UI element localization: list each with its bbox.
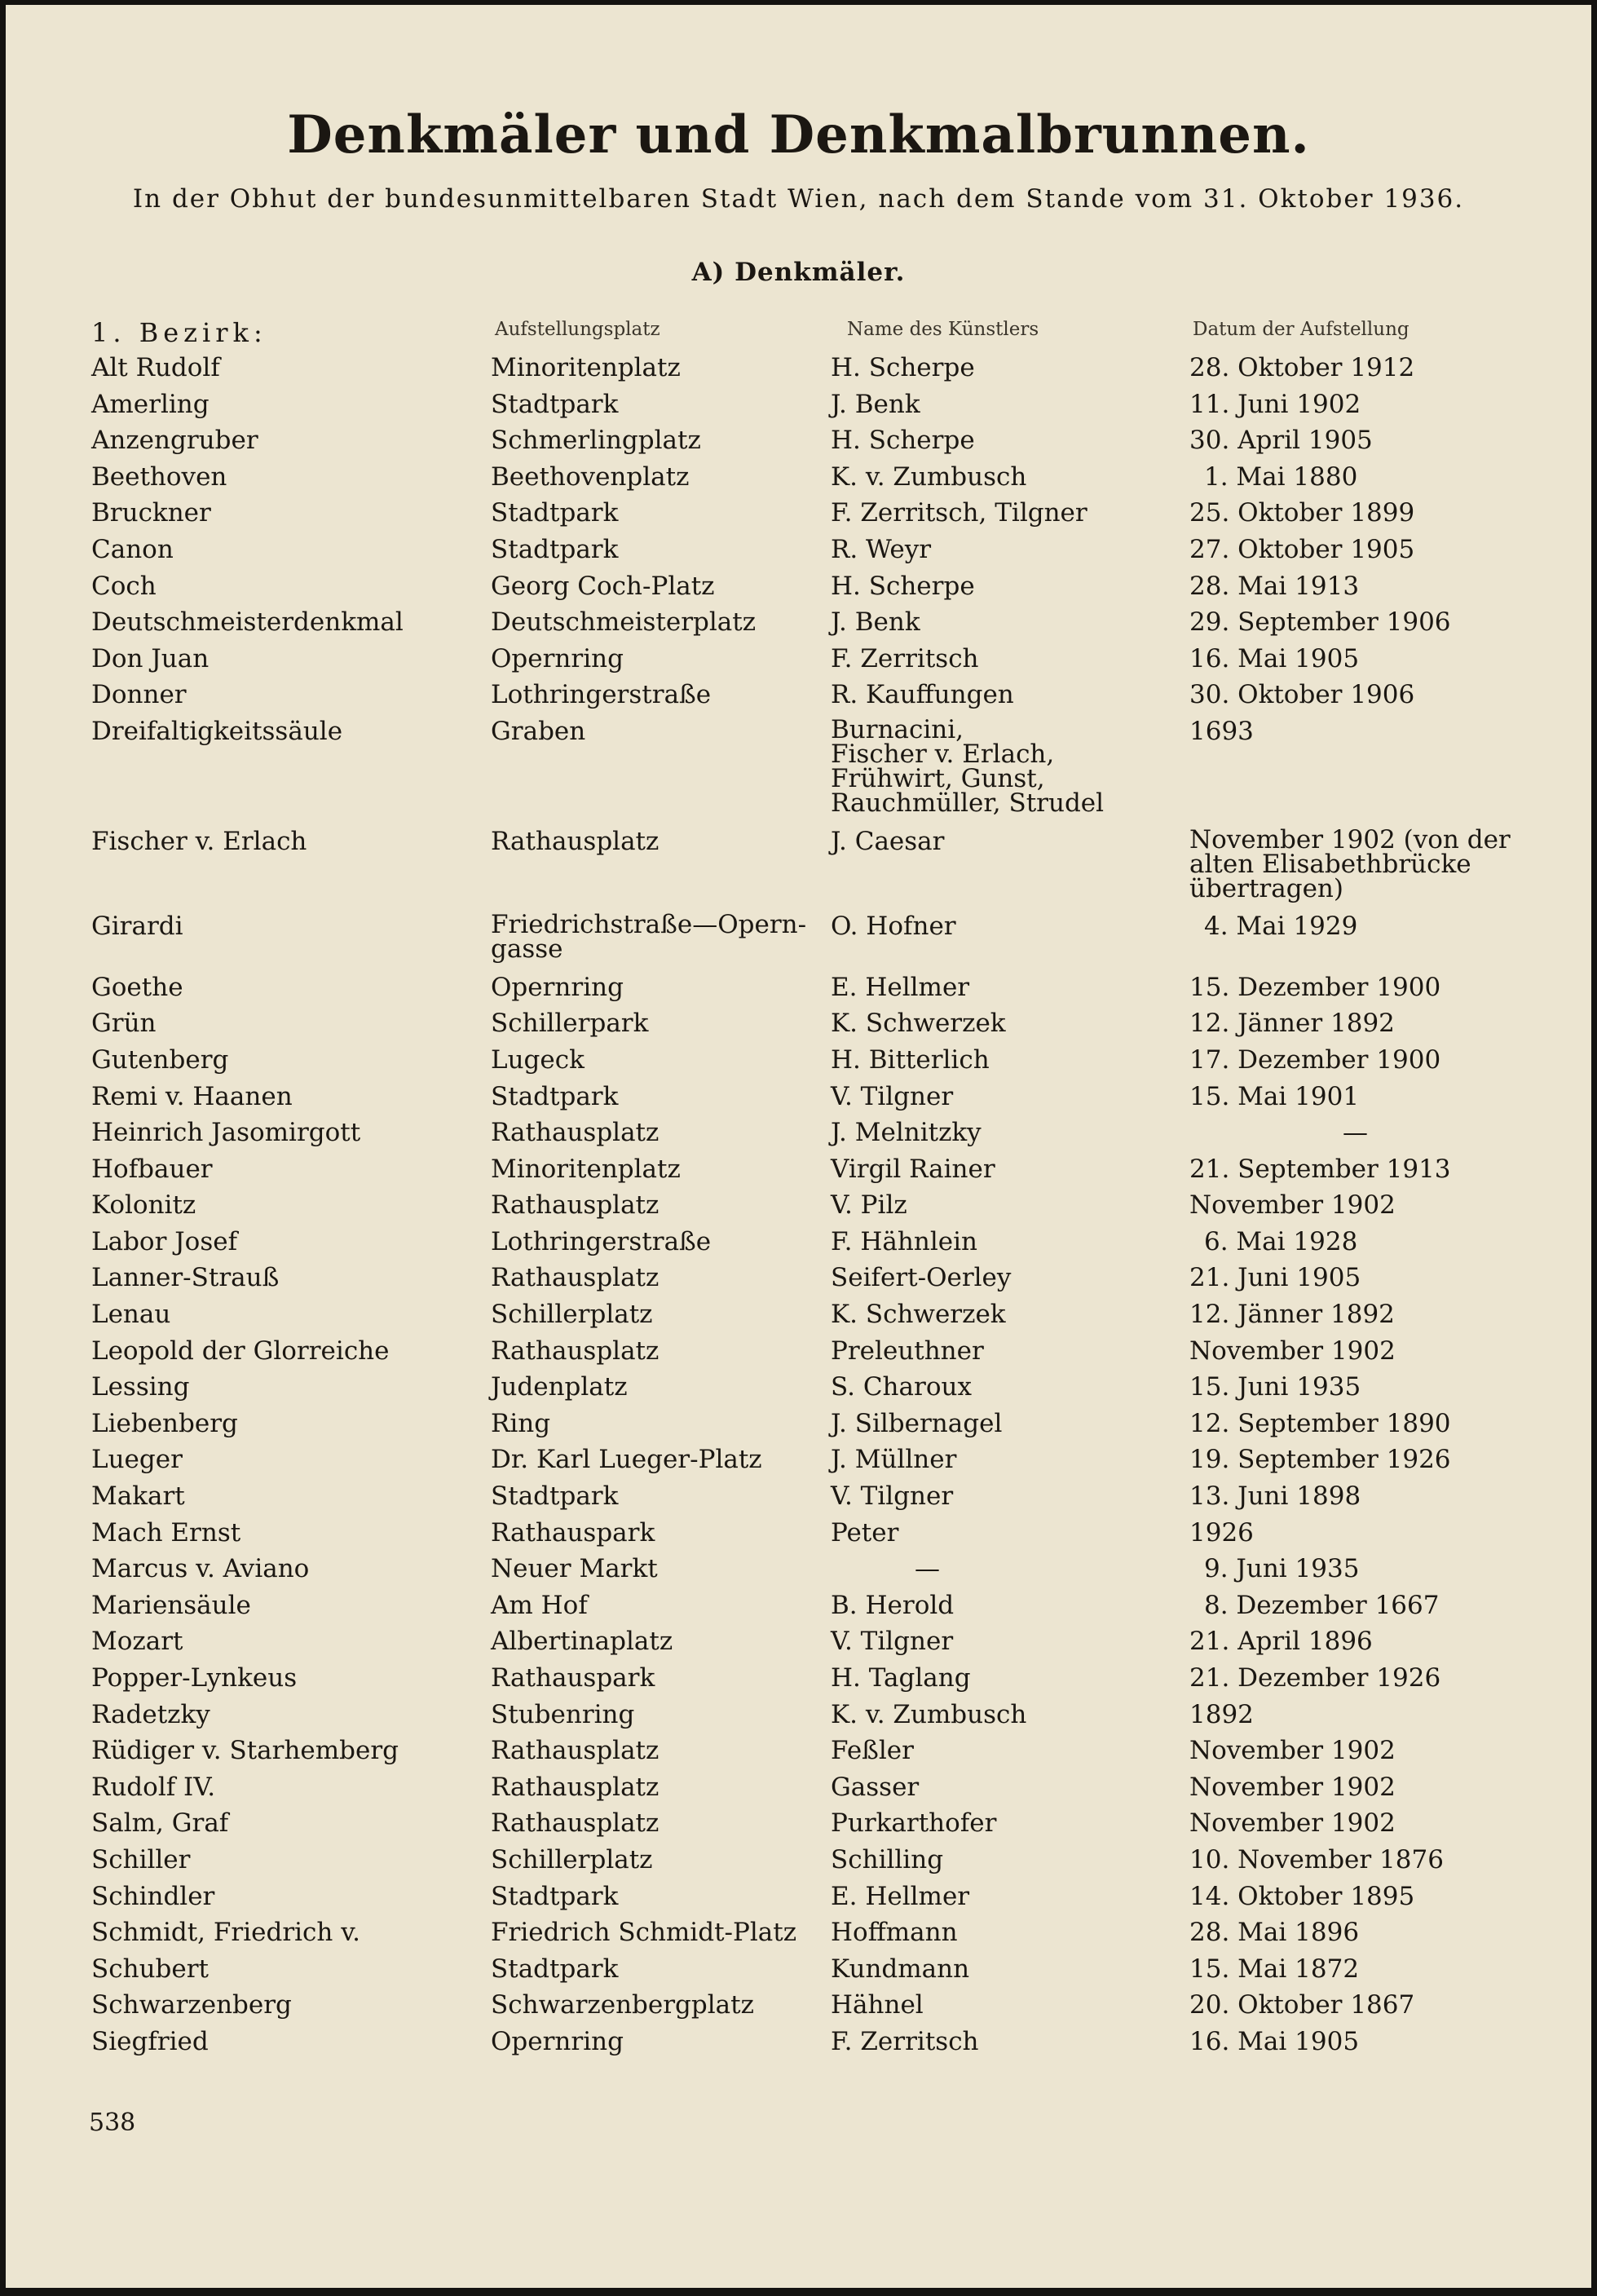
monument-date: November 1902 [1189, 1336, 1396, 1366]
monument-artist: K. Schwerzek [831, 1009, 1006, 1039]
table-row [6, 681, 1591, 718]
monument-artist: Gasser [831, 1772, 920, 1802]
table-row [6, 1592, 1591, 1628]
monument-place: Friedrichstraße—Opern- gasse [491, 910, 807, 965]
monument-name: Grün [91, 1009, 157, 1039]
table-row [6, 426, 1591, 463]
monument-place: Minoritenplatz [491, 353, 681, 382]
monument-place: Rathausplatz [491, 1263, 660, 1293]
column-header-place: Aufstellungsplatz [495, 319, 660, 340]
page-number: 538 [89, 2108, 136, 2137]
monument-name: Schwarzenberg [91, 1990, 292, 2020]
monument-name: Amerling [91, 389, 210, 419]
monument-place: Rathausplatz [491, 1808, 660, 1839]
monument-name: Salm, Graf [91, 1808, 229, 1839]
monument-date: 28. Mai 1913 [1189, 571, 1360, 601]
monument-date: 30. April 1905 [1189, 426, 1373, 456]
table-row [6, 1264, 1591, 1300]
monument-artist: B. Herold [831, 1590, 955, 1620]
monument-name: Deutschmeisterdenkmal [91, 607, 404, 638]
monument-artist: Purkarthofer [831, 1808, 997, 1839]
table-row [6, 608, 1591, 645]
monument-artist: F. Zerritsch, Tilgner [831, 498, 1087, 528]
monument-artist: Schilling [831, 1844, 944, 1874]
monument-date: 4. Mai 1929 [1204, 912, 1358, 942]
monument-artist: V. Tilgner [831, 1481, 954, 1512]
monument-artist: H. Taglang [831, 1663, 971, 1693]
monument-date: November 1902 [1189, 1736, 1396, 1766]
table-row [6, 1773, 1591, 1810]
monument-name: Schindler [91, 1881, 215, 1911]
monument-name: Makart [91, 1481, 185, 1512]
monument-name: Mariensäule [91, 1590, 251, 1620]
monument-date: 12. Jänner 1892 [1189, 1300, 1395, 1330]
table-row [6, 1955, 1591, 1992]
monument-date: November 1902 [1189, 1808, 1396, 1839]
monument-date: 21. Dezember 1926 [1189, 1663, 1441, 1693]
monument-place: Am Hof [491, 1590, 588, 1620]
monument-date: 20. Oktober 1867 [1189, 1990, 1415, 2020]
monument-place: Rathausplatz [491, 1336, 660, 1366]
table-row [6, 2028, 1591, 2064]
monument-name: Schiller [91, 1844, 191, 1874]
table-row [6, 1519, 1591, 1556]
page-title: Denkmäler und Denkmalbrunnen. [287, 104, 1310, 166]
monument-name: Schubert [91, 1954, 209, 1984]
monument-place: Friedrich Schmidt-Platz [491, 1918, 797, 1948]
monument-name: Marcus v. Aviano [91, 1554, 310, 1584]
monument-name: Labor Josef [91, 1226, 238, 1256]
monument-date: 17. Dezember 1900 [1189, 1044, 1441, 1075]
monument-name: Kolonitz [91, 1190, 196, 1221]
table-row [6, 1918, 1591, 1955]
monument-name: Bruckner [91, 498, 211, 528]
monument-artist: Hähnel [831, 1990, 924, 2020]
monument-artist: H. Bitterlich [831, 1044, 990, 1075]
monument-place: Judenplatz [491, 1372, 628, 1402]
monument-place: Ring [491, 1408, 551, 1438]
table-row [6, 1627, 1591, 1664]
monument-name: Beethoven [91, 461, 227, 492]
monument-date: 1. Mai 1880 [1204, 461, 1358, 492]
monument-place: Lothringerstraße [491, 680, 712, 710]
monument-artist: K. v. Zumbusch [831, 1699, 1027, 1729]
monument-artist: J. Melnitzky [831, 1118, 982, 1148]
monument-artist: H. Scherpe [831, 571, 975, 601]
monument-date: 14. Oktober 1895 [1189, 1881, 1415, 1911]
monument-artist: V. Pilz [831, 1190, 907, 1221]
monument-artist: Burnacini, Fischer v. Erlach, Frühwirt, Gunst, Rauchmüller, Strudel [831, 714, 1105, 818]
monument-name: Don Juan [91, 643, 210, 673]
monument-place: Schillerplatz [491, 1844, 653, 1874]
monument-artist: J. Müllner [831, 1445, 957, 1475]
monument-name: Lueger [91, 1445, 183, 1475]
monument-name: Hofbauer [91, 1154, 213, 1184]
monument-place: Opernring [491, 972, 624, 1002]
monument-date: 27. Oktober 1905 [1189, 534, 1415, 564]
monument-date: 1892 [1189, 1699, 1254, 1729]
monument-artist: F. Zerritsch [831, 643, 979, 673]
monument-place: Rathausplatz [491, 1772, 660, 1802]
section-heading: A) Denkmäler. [691, 258, 906, 287]
monument-name: Rudolf IV. [91, 1772, 216, 1802]
monument-place: Dr. Karl Lueger-Platz [491, 1445, 762, 1475]
monument-artist: K. Schwerzek [831, 1300, 1006, 1330]
monument-place: Schwarzenbergplatz [491, 1990, 754, 2020]
monument-date: 12. Jänner 1892 [1189, 1009, 1395, 1039]
monument-place: Stadtpark [491, 498, 619, 528]
table-row [6, 1083, 1591, 1119]
monument-name: Schmidt, Friedrich v. [91, 1918, 360, 1948]
monument-artist: J. Caesar [831, 826, 945, 856]
monument-date: 11. Juni 1902 [1189, 389, 1361, 419]
monument-artist: F. Hähnlein [831, 1226, 977, 1256]
monument-date: 21. Juni 1905 [1189, 1263, 1361, 1293]
monument-place: Rathauspark [491, 1517, 655, 1548]
table-row [6, 1482, 1591, 1519]
monument-artist: Preleuthner [831, 1336, 984, 1366]
monument-artist: F. Zerritsch [831, 2026, 979, 2056]
monument-place: Neuer Markt [491, 1554, 658, 1584]
monument-name: Popper-Lynkeus [91, 1663, 298, 1693]
monument-date: 6. Mai 1928 [1204, 1226, 1358, 1256]
monument-artist: Kundmann [831, 1954, 970, 1984]
table-row [6, 1809, 1591, 1846]
monument-date: 1693 [1189, 716, 1254, 746]
monument-date: 19. September 1926 [1189, 1445, 1451, 1475]
monument-date: 25. Oktober 1899 [1189, 498, 1415, 528]
table-row [6, 572, 1591, 609]
table-row [6, 1300, 1591, 1337]
monument-date: 1926 [1189, 1517, 1254, 1548]
monument-artist: J. Benk [831, 389, 920, 419]
monument-artist: V. Tilgner [831, 1081, 954, 1111]
monument-date: 28. Oktober 1912 [1189, 353, 1415, 382]
table-row [6, 1009, 1591, 1046]
monument-artist: E. Hellmer [831, 1881, 970, 1911]
table-row [6, 391, 1591, 427]
monument-name: Rüdiger v. Starhemberg [91, 1736, 399, 1766]
monument-artist: V. Tilgner [831, 1627, 954, 1657]
column-header-date: Datum der Aufstellung [1193, 319, 1410, 340]
monument-place: Opernring [491, 2026, 624, 2056]
monument-date: — [1343, 1118, 1368, 1148]
table-row [6, 1991, 1591, 2028]
monument-place: Stadtpark [491, 1954, 619, 1984]
monument-date: 21. April 1896 [1189, 1627, 1373, 1657]
table-row [6, 1373, 1591, 1410]
monument-date: 30. Oktober 1906 [1189, 680, 1415, 710]
monument-date: 13. Juni 1898 [1189, 1481, 1361, 1512]
monument-artist: E. Hellmer [831, 972, 970, 1002]
district-heading: 1. Bezirk: [91, 317, 267, 348]
monument-date: 16. Mai 1905 [1189, 643, 1360, 673]
monument-date: November 1902 [1189, 1772, 1396, 1802]
monument-place: Rathausplatz [491, 1118, 660, 1148]
monument-place: Rathausplatz [491, 826, 660, 856]
table-row [6, 1119, 1591, 1155]
monument-date: 15. Juni 1935 [1189, 1372, 1361, 1402]
table-row [6, 1737, 1591, 1773]
monument-place: Lugeck [491, 1044, 585, 1075]
monument-name: Fischer v. Erlach [91, 826, 307, 856]
monument-artist: Peter [831, 1517, 899, 1548]
monument-date: 9. Juni 1935 [1204, 1554, 1360, 1584]
table-row [6, 974, 1591, 1010]
table-row [6, 645, 1591, 682]
monument-date: November 1902 [1189, 1190, 1396, 1221]
monument-artist: Seifert-Oerley [831, 1263, 1012, 1293]
monument-artist: S. Charoux [831, 1372, 972, 1402]
table-row [6, 1701, 1591, 1737]
monument-name: Mach Ernst [91, 1517, 241, 1548]
monument-name: Alt Rudolf [91, 353, 220, 382]
monument-date: 15. Dezember 1900 [1189, 972, 1441, 1002]
table-row [6, 1410, 1591, 1446]
monument-artist: J. Benk [831, 607, 920, 638]
monument-place: Rathausplatz [491, 1736, 660, 1766]
table-row [6, 1337, 1591, 1374]
table-row [6, 1664, 1591, 1701]
table-row [6, 1046, 1591, 1083]
monument-date: November 1902 (von der alten Elisabethbrücke übertragen) [1189, 824, 1511, 903]
table-row [6, 1883, 1591, 1919]
monument-name: Goethe [91, 972, 183, 1002]
table-row [6, 912, 1591, 974]
table-row [6, 1846, 1591, 1883]
monument-name: Lessing [91, 1372, 190, 1402]
monument-date: 8. Dezember 1667 [1204, 1590, 1440, 1620]
monument-place: Stadtpark [491, 1881, 619, 1911]
table-row [6, 499, 1591, 536]
table-row [6, 1446, 1591, 1482]
monument-place: Deutschmeisterplatz [491, 607, 757, 638]
table-row [6, 1228, 1591, 1265]
monument-name: Canon [91, 534, 174, 564]
table-row [6, 1191, 1591, 1228]
monument-name: Gutenberg [91, 1044, 229, 1075]
monument-name: Siegfried [91, 2026, 209, 2056]
monument-date: 10. November 1876 [1189, 1844, 1444, 1874]
monument-place: Stadtpark [491, 534, 619, 564]
monument-date: 28. Mai 1896 [1189, 1918, 1360, 1948]
monument-artist: Hoffmann [831, 1918, 958, 1948]
monument-place: Beethovenplatz [491, 461, 690, 492]
monument-name: Liebenberg [91, 1408, 238, 1438]
monument-artist: Feßler [831, 1736, 914, 1766]
monument-place: Schmerlingplatz [491, 426, 701, 456]
monument-name: Remi v. Haanen [91, 1081, 293, 1111]
monument-place: Rathauspark [491, 1663, 655, 1693]
monument-name: Donner [91, 680, 187, 710]
table-row [6, 824, 1591, 913]
monument-name: Dreifaltigkeitssäule [91, 716, 343, 746]
monument-name: Lanner-Strauß [91, 1263, 280, 1293]
page-subtitle: In der Obhut der bundesunmittelbaren Stadt Wien, nach dem Stande vom 31. Oktober 1936. [132, 184, 1465, 214]
monument-place: Stadtpark [491, 1481, 619, 1512]
table-row [6, 354, 1591, 391]
monument-date: 15. Mai 1901 [1189, 1081, 1360, 1111]
table-row [6, 1155, 1591, 1192]
monument-place: Albertinaplatz [491, 1627, 673, 1657]
monument-place: Georg Coch-Platz [491, 571, 715, 601]
monument-date: 12. September 1890 [1189, 1408, 1451, 1438]
monument-date: 15. Mai 1872 [1189, 1954, 1360, 1984]
monument-name: Radetzky [91, 1699, 210, 1729]
monument-place: Rathausplatz [491, 1190, 660, 1221]
monument-name: Heinrich Jasomirgott [91, 1118, 361, 1148]
monument-name: Coch [91, 571, 157, 601]
monument-place: Stadtpark [491, 389, 619, 419]
table-row [6, 1555, 1591, 1592]
monument-list [6, 354, 1591, 2064]
monument-date: 29. September 1906 [1189, 607, 1451, 638]
document-page [6, 5, 1591, 2288]
monument-name: Leopold der Glorreiche [91, 1336, 390, 1366]
monument-place: Stadtpark [491, 1081, 619, 1111]
monument-name: Mozart [91, 1627, 183, 1657]
monument-date: 21. September 1913 [1189, 1154, 1451, 1184]
monument-place: Stubenring [491, 1699, 635, 1729]
monument-place: Schillerplatz [491, 1300, 653, 1330]
table-row [6, 463, 1591, 500]
monument-name: Anzengruber [91, 426, 258, 456]
monument-place: Graben [491, 716, 586, 746]
monument-artist: H. Scherpe [831, 353, 975, 382]
monument-name: Lenau [91, 1300, 171, 1330]
monument-artist: J. Silbernagel [831, 1408, 1003, 1438]
monument-artist: R. Kauffungen [831, 680, 1014, 710]
table-row [6, 714, 1591, 828]
monument-artist: O. Hofner [831, 912, 956, 942]
column-header-artist: Name des Künstlers [847, 319, 1039, 340]
table-row [6, 536, 1591, 572]
monument-place: Opernring [491, 643, 624, 673]
monument-artist: H. Scherpe [831, 426, 975, 456]
monument-date: 16. Mai 1905 [1189, 2026, 1360, 2056]
monument-artist: R. Weyr [831, 534, 932, 564]
monument-artist: — [915, 1554, 940, 1584]
monument-place: Lothringerstraße [491, 1226, 712, 1256]
monument-place: Schillerpark [491, 1009, 649, 1039]
monument-artist: Virgil Rainer [831, 1154, 995, 1184]
monument-artist: K. v. Zumbusch [831, 461, 1027, 492]
monument-place: Minoritenplatz [491, 1154, 681, 1184]
monument-name: Girardi [91, 912, 183, 942]
